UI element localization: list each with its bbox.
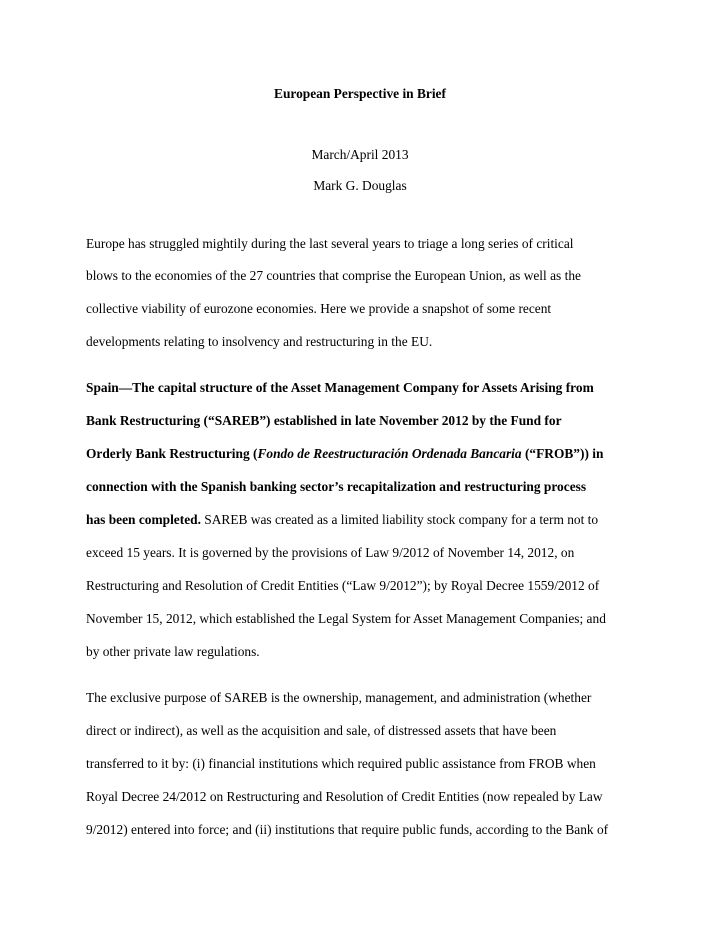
document-date: March/April 2013: [311, 147, 409, 162]
purpose-line: direct or indirect), as well as the acquisition and sale, of distressed assets that have been: [86, 723, 557, 738]
intro-line: collective viability of eurozone economies. Here we provide a snapshot of some recent: [86, 301, 552, 316]
frob-spanish-name: Fondo de Reestructuración Ordenada Bancaria: [257, 446, 522, 461]
spain-mixed-line: [86, 512, 598, 528]
purpose-line: The exclusive purpose of SAREB is the ownership, management, and administration (whether: [86, 690, 592, 705]
purpose-line: transferred to it by: (i) financial institutions which required public assistance from FROB when: [86, 756, 596, 771]
spain-body-text: SAREB was created as a limited liability stock company for a term not to: [200, 512, 599, 527]
purpose-line: Royal Decree 24/2012 on Restructuring and Resolution of Credit Entities (now repealed by Law: [86, 789, 603, 804]
spain-heading-text: has been completed.: [86, 512, 201, 527]
spain-heading-line: [86, 446, 603, 462]
spain-heading-text: (“FROB”)) in: [521, 446, 604, 461]
spain-body-line: by other private law regulations.: [86, 644, 260, 659]
spain-heading-text: Orderly Bank Restructuring (: [86, 446, 258, 461]
spain-body-line: exceed 15 years. It is governed by the provisions of Law 9/2012 of November 14, 2012, on: [86, 545, 575, 560]
document-title: European Perspective in Brief: [274, 86, 446, 101]
spain-heading-line: Bank Restructuring (“SAREB”) established in late November 2012 by the Fund for: [86, 413, 562, 428]
spain-heading-line: connection with the Spanish banking sector’s recapitalization and restructuring process: [86, 479, 587, 494]
intro-line: Europe has struggled mightily during the last several years to triage a long series of critical: [86, 236, 574, 251]
spain-body-line: November 15, 2012, which established the Legal System for Asset Management Companies; and: [86, 611, 606, 626]
intro-line: developments relating to insolvency and restructuring in the EU.: [86, 334, 433, 349]
document-author: Mark G. Douglas: [313, 178, 407, 193]
purpose-line: 9/2012) entered into force; and (ii) institutions that require public funds, according to the Bank of: [86, 822, 609, 837]
spain-body-line: Restructuring and Resolution of Credit Entities (“Law 9/2012”); by Royal Decree 1559/2012 of: [86, 578, 600, 593]
spain-heading-line: Spain—The capital structure of the Asset Management Company for Assets Arising from: [86, 380, 594, 395]
intro-line: blows to the economies of the 27 countries that comprise the European Union, as well as the: [86, 268, 581, 283]
